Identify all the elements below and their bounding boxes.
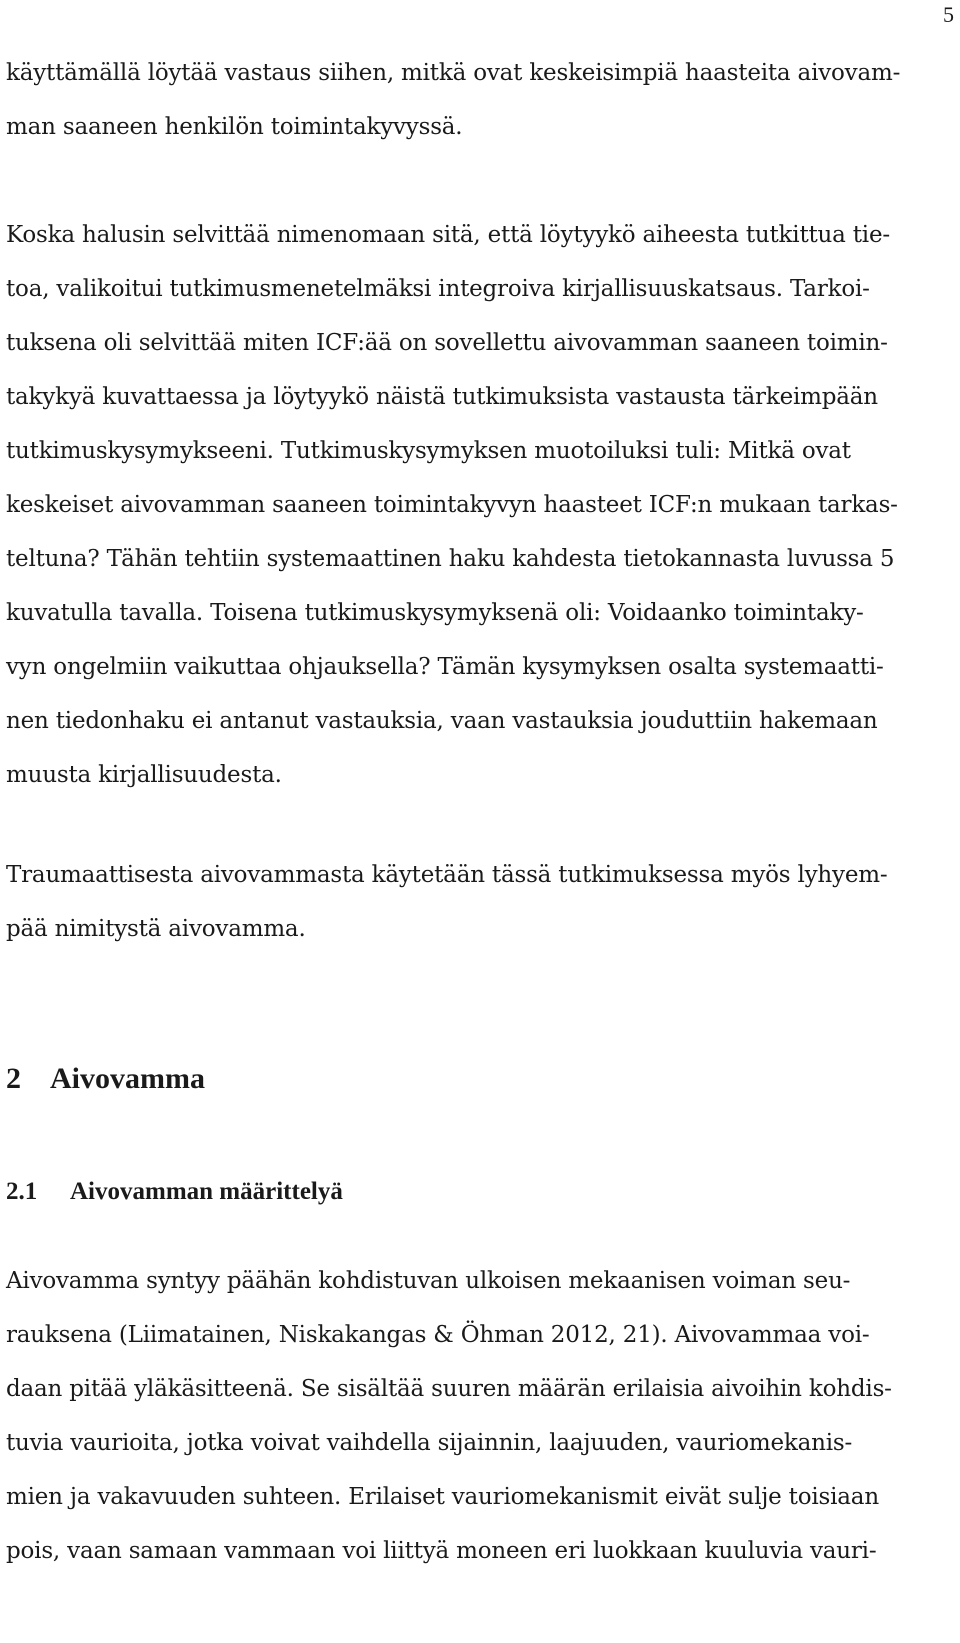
text-line: kuvatulla tavalla. Toisena tutkimuskysymyksenä oli: Voidaanko toimintaky- — [6, 600, 864, 626]
text-line: tuksena oli selvittää miten ICF:ää on sovellettu aivovamman saaneen toimin- — [6, 330, 888, 356]
text-line: teltuna? Tähän tehtiin systemaattinen haku kahdesta tietokannasta luvussa 5 — [6, 546, 895, 572]
chapter-title: Aivovamma — [50, 1062, 205, 1095]
section-title: Aivovamman määrittelyä — [70, 1178, 343, 1205]
text-line: man saaneen henkilön toimintakyvyssä. — [6, 114, 463, 140]
text-line: tutkimuskysymykseeni. Tutkimuskysymyksen muotoiluksi tuli: Mitkä ovat — [6, 438, 851, 464]
text-line: daan pitää yläkäsitteenä. Se sisältää suuren määrän erilaisia aivoihin kohdis- — [6, 1376, 892, 1402]
text-line: takykyä kuvattaessa ja löytyykö näistä tutkimuksista vastausta tärkeimpään — [6, 384, 878, 410]
text-line: mien ja vakavuuden suhteen. Erilaiset vauriomekanismit eivät sulje toisiaan — [6, 1484, 879, 1510]
section-heading — [6, 1178, 343, 1206]
text-line: keskeiset aivovamman saaneen toimintakyvyn haasteet ICF:n mukaan tarkas- — [6, 492, 898, 518]
text-line: tuvia vaurioita, jotka voivat vaihdella sijainnin, laajuuden, vauriomekanis- — [6, 1430, 853, 1456]
chapter-heading — [6, 1062, 205, 1096]
text-line: Traumaattisesta aivovammasta käytetään tässä tutkimuksessa myös lyhyem- — [6, 862, 888, 888]
text-line: käyttämällä löytää vastaus siihen, mitkä ovat keskeisimpiä haasteita aivovam- — [6, 60, 901, 86]
text-line: toa, valikoitui tutkimusmenetelmäksi integroiva kirjallisuuskatsaus. Tarkoi- — [6, 276, 870, 302]
chapter-number: 2 — [6, 1062, 21, 1095]
text-line: vyn ongelmiin vaikuttaa ohjauksella? Tämän kysymyksen osalta systemaatti- — [6, 654, 884, 680]
text-line: rauksena (Liimatainen, Niskakangas & Öhman 2012, 21). Aivovammaa voi- — [6, 1322, 870, 1348]
section-number: 2.1 — [6, 1178, 38, 1205]
page-number: 5 — [943, 2, 954, 27]
text-line: pää nimitystä aivovamma. — [6, 916, 306, 942]
text-line: nen tiedonhaku ei antanut vastauksia, vaan vastauksia jouduttiin hakemaan — [6, 708, 878, 734]
text-line: muusta kirjallisuudesta. — [6, 762, 282, 788]
text-line: pois, vaan samaan vammaan voi liittyä moneen eri luokkaan kuuluvia vauri- — [6, 1538, 877, 1564]
text-line: Koska halusin selvittää nimenomaan sitä, että löytyykö aiheesta tutkittua tie- — [6, 222, 890, 248]
text-line: Aivovamma syntyy päähän kohdistuvan ulkoisen mekaanisen voiman seu- — [6, 1268, 851, 1294]
